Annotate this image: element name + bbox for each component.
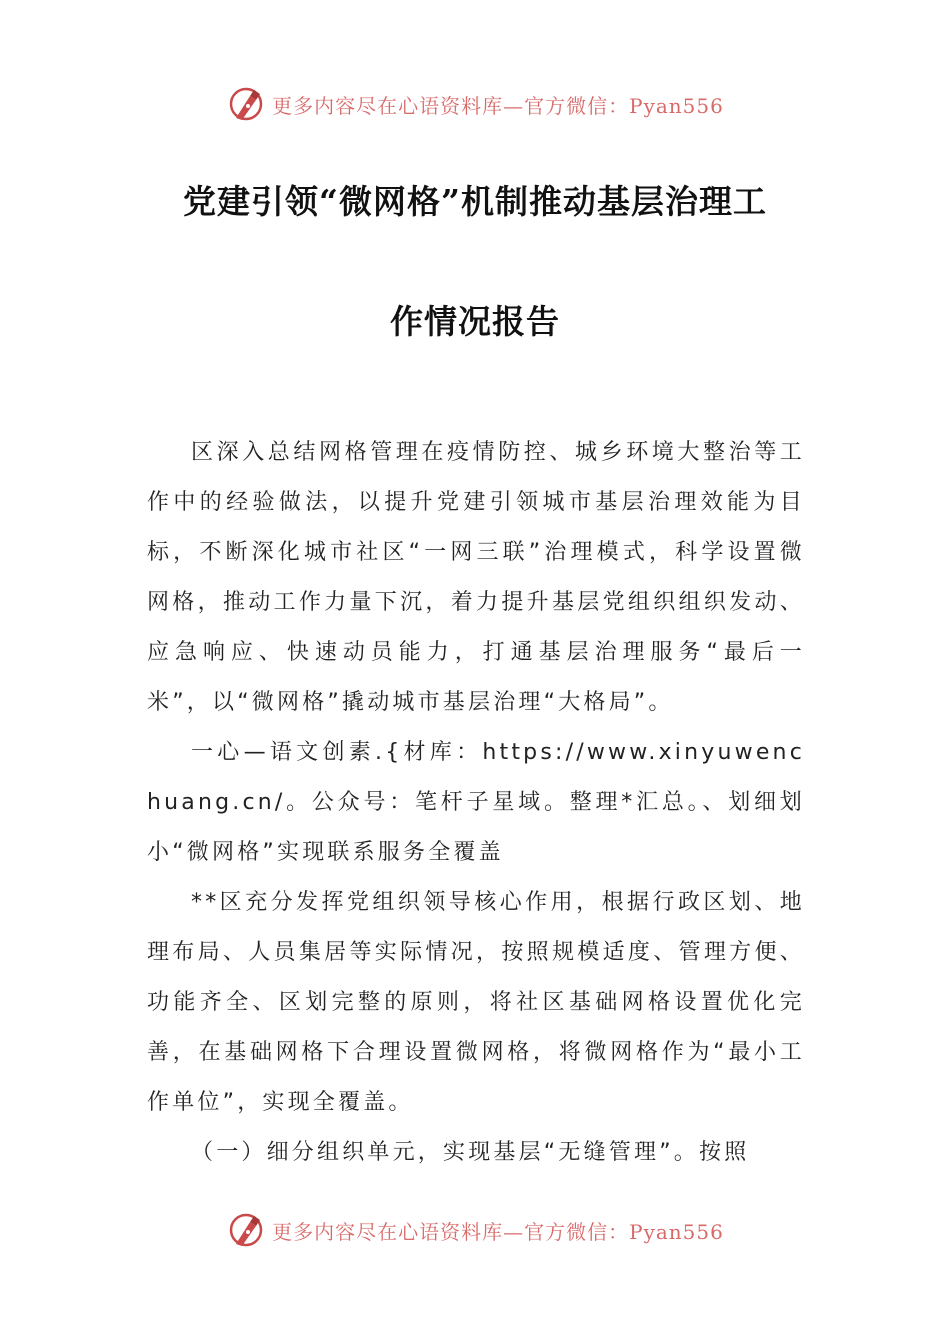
- body-paragraph: 区深入总结网格管理在疫情防控、城乡环境大整治等工作中的经验做法，以提升党建引领城市基层治理效能为目标，不断深化城市社区“一网三联”治理模式，科学设置微网格，推动工作力量下沉，着力提升基层党组织组织发动、应急响应、快速动员能力，打通基层治理服务“最后一米”，以“微网格”撬动城市基层治理“大格局”。: [147, 440, 805, 715]
- banner-text: 更多内容尽在心语资料库—官方微信：Pyan556: [272, 93, 724, 118]
- pen-nib-circle-icon: [226, 84, 266, 124]
- document-title-line-2: 作情况报告: [390, 302, 560, 341]
- pen-nib-circle-icon: [226, 1210, 266, 1250]
- footer-banner: [0, 1208, 950, 1252]
- body-paragraph: **区充分发挥党组织领导核心作用，根据行政区划、地理布局、人员集居等实际情况，按照规模适度、管理方便、功能齐全、区划完整的原则，将社区基础网格设置优化完善，在基础网格下合理设置微网格，将微网格作为“最小工作单位”，实现全覆盖。: [147, 890, 805, 1115]
- header-banner: [0, 82, 950, 126]
- banner-text: 更多内容尽在心语资料库—官方微信：Pyan556: [272, 1219, 724, 1244]
- body-paragraph: （一）细分组织单元，实现基层“无缝管理”。按照: [191, 1140, 750, 1165]
- document-title-line-1: 党建引领“微网格”机制推动基层治理工: [183, 182, 767, 221]
- body-paragraph: 一心—语文创素.{材库：https://www.xinyuwenchuang.cn/。公众号：笔杆子星域。整理*汇总。、划细划小“微网格”实现联系服务全覆盖: [147, 740, 805, 865]
- document-body: [147, 428, 805, 1178]
